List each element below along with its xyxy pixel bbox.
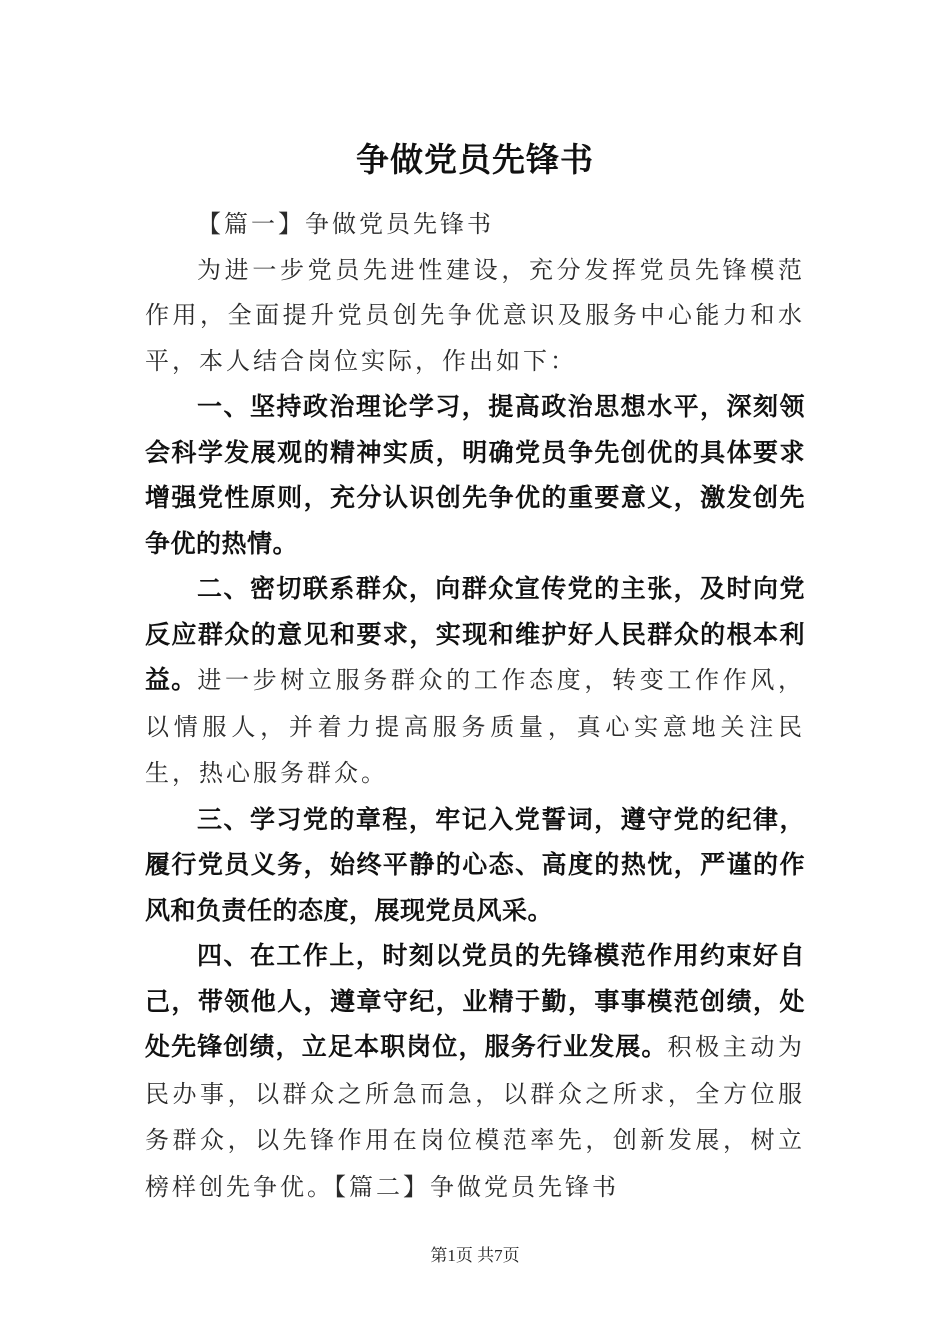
- item-1-paragraph: 一、坚持政治理论学习，提高政治思想水平，深刻领会科学发展观的精神实质，明确党员争先创优的具体要求增强党性原则，充分认识创先争优的重要意义，激发创先争优的热情。: [145, 392, 805, 558]
- document-body: [145, 202, 805, 1210]
- page-footer: 第1页 共7页: [430, 1246, 520, 1265]
- item-2-bold-text: 二、密切联系群众，向群众宣传党的主张，及时向党反应群众的意见和要求，实现和维护好人民群众的根本利益。: [145, 574, 805, 694]
- item-3-paragraph: 三、学习党的章程，牢记入党誓词，遵守党的纪律，履行党员义务，始终平静的心态、高度的热忱，严谨的作风和负责任的态度，展现党员风采。: [145, 804, 805, 925]
- item-4-bold-text: 四、在工作上，时刻以党员的先锋模范作用约束好自己，带领他人，遵章守纪，业精于勤，事事模范创绩，处处先锋创绩，立足本职岗位，服务行业发展。: [145, 941, 805, 1061]
- item-2-light-text: 进一步树立服务群众的工作态度，转变工作作风，以情服人，并着力提高服务质量，真心实意地关注民生，热心服务群众。: [145, 666, 805, 787]
- intro-paragraph: 为进一步党员先进性建设，充分发挥党员先锋模范作用，全面提升党员创先争优意识及服务中心能力和水平，本人结合岗位实际，作出如下：: [145, 255, 805, 375]
- item-2-paragraph: [145, 566, 805, 797]
- item-4-light-text: 积极主动为民办事，以群众之所急而急，以群众之所求，全方位服务群众，以先锋作用在岗位模范率先，创新发展，树立榜样创先争优。【篇二】争做党员先锋书: [145, 1033, 805, 1201]
- item-4-paragraph: [145, 933, 805, 1210]
- document-title: 争做党员先锋书: [356, 140, 594, 179]
- section-heading: 【篇一】争做党员先锋书: [197, 210, 494, 238]
